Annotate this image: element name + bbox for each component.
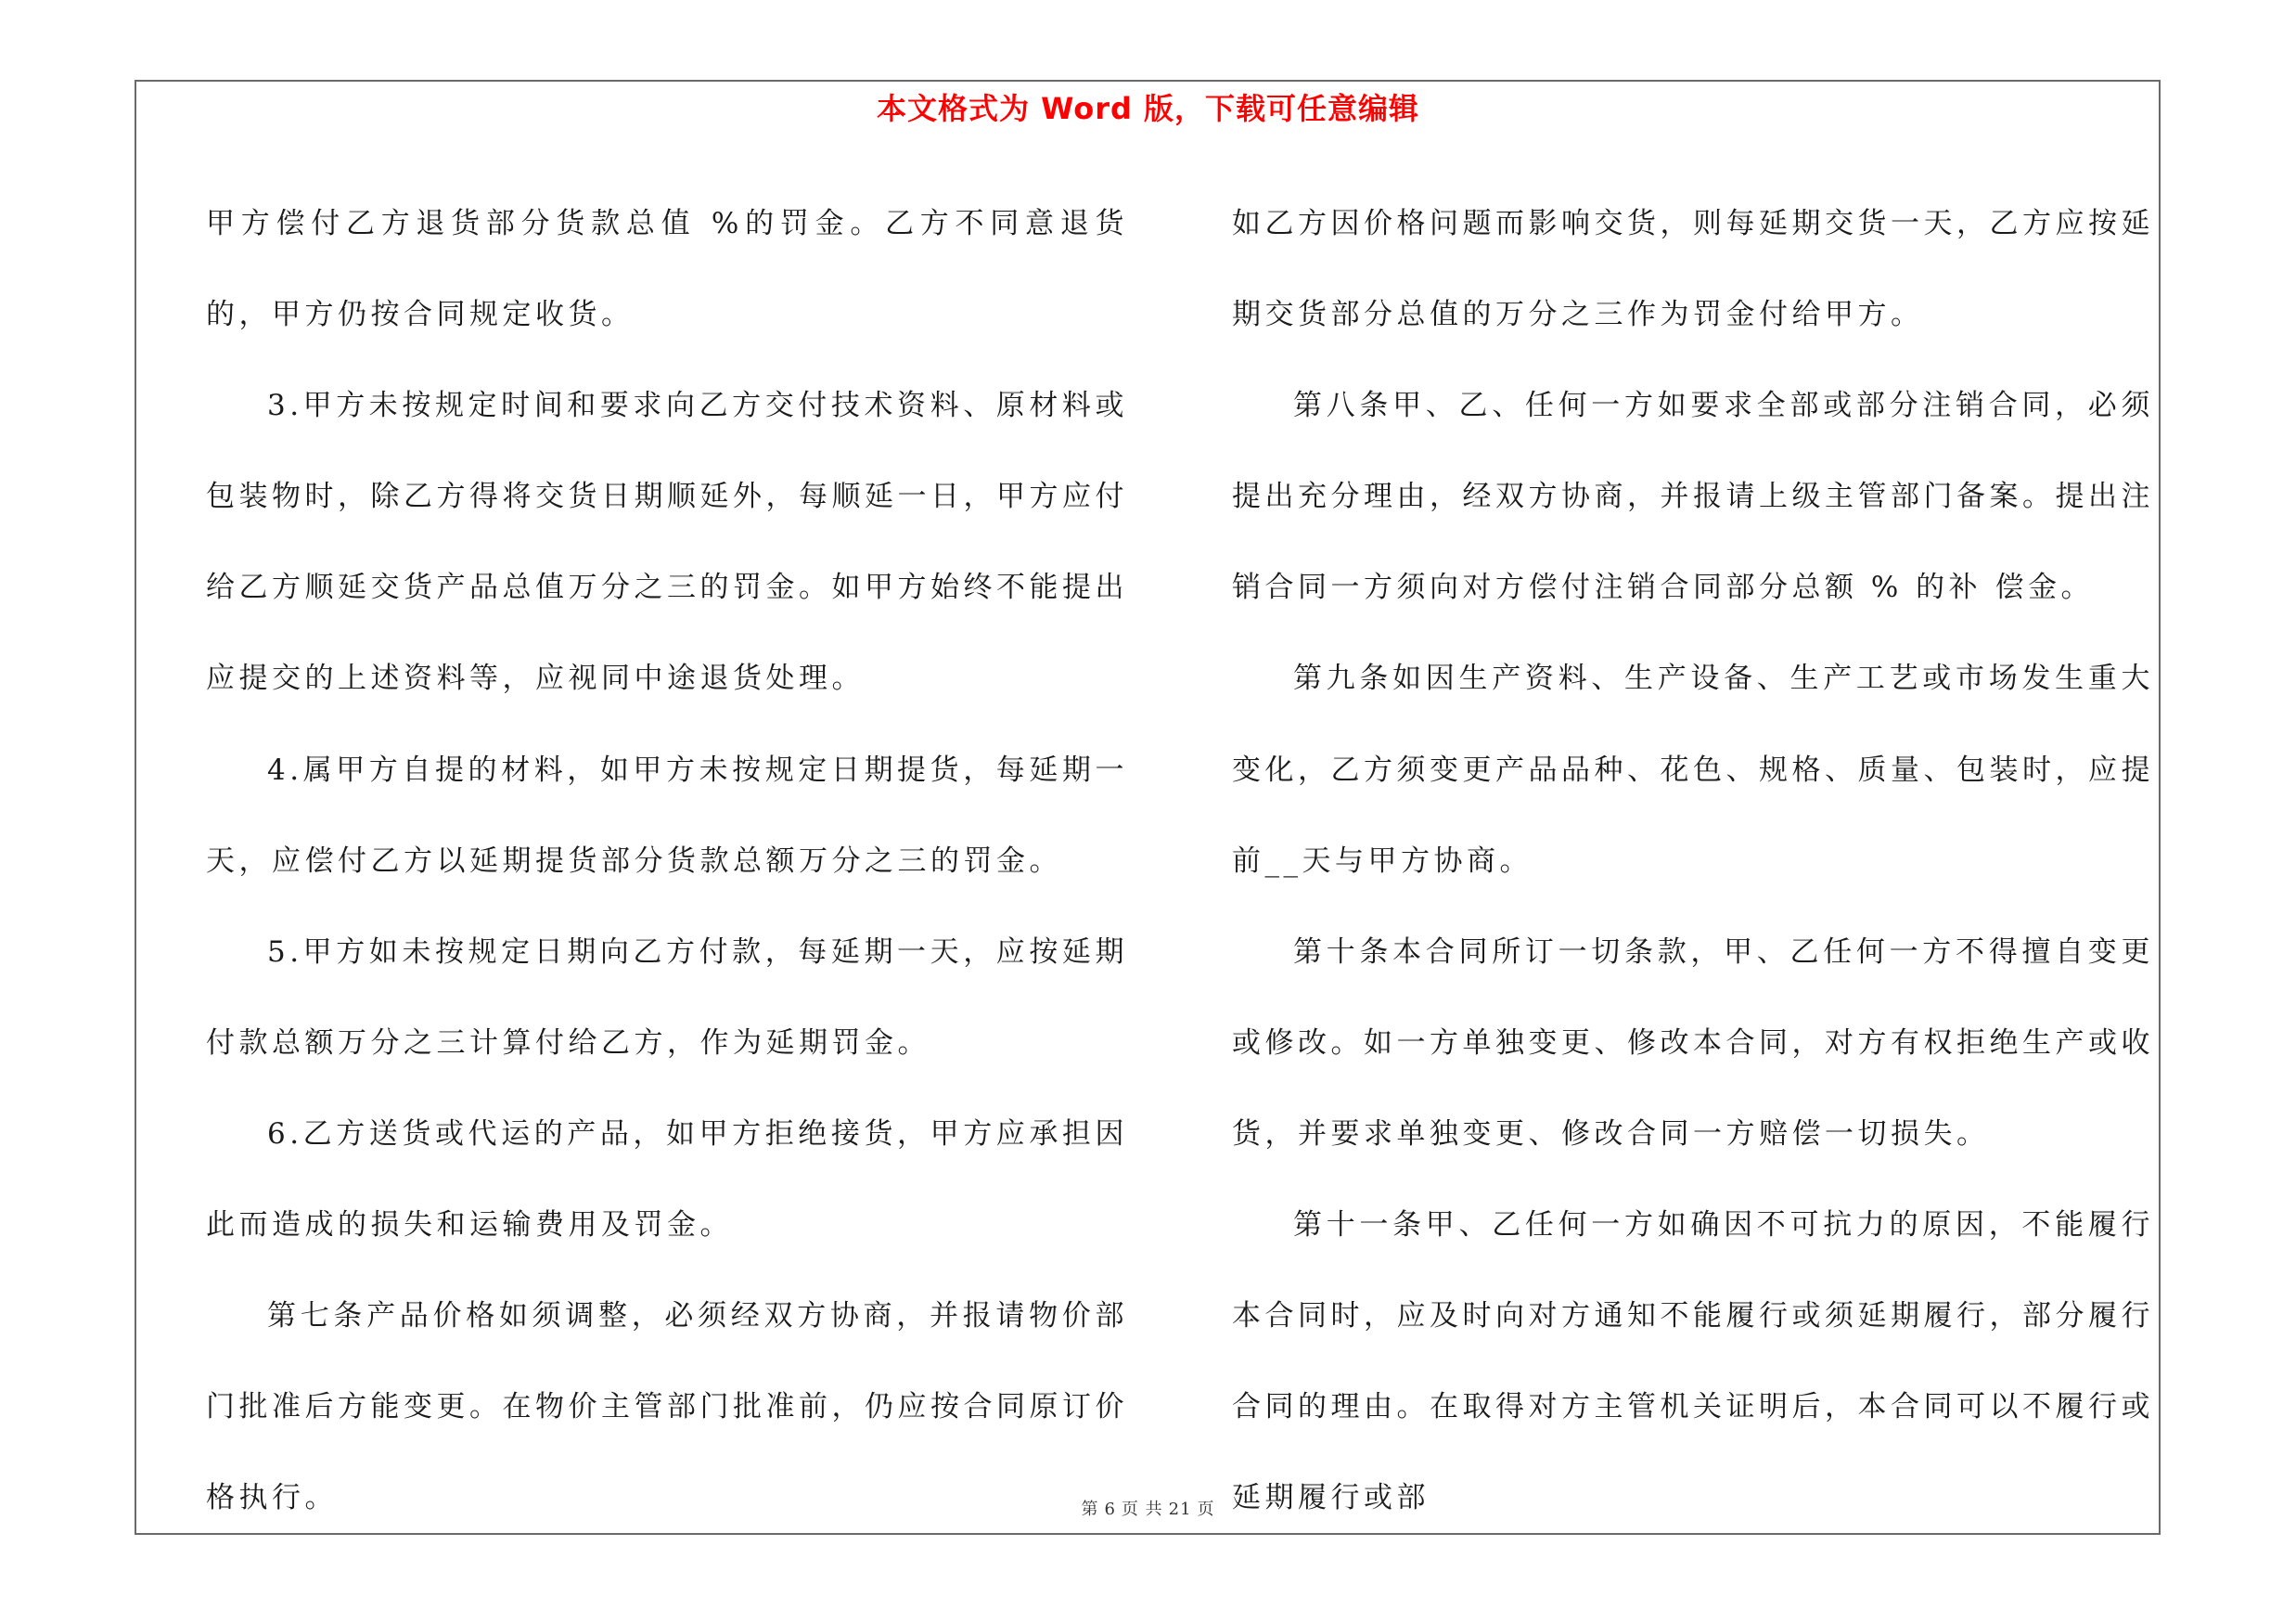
right-column: [1232, 178, 2154, 1543]
footer-prefix: 第: [1081, 1500, 1099, 1519]
paragraph: 4.属甲方自提的材料，如甲方未按规定日期提货，每延期一天，应偿付乙方以延期提货部分货款总额万分之三的罚金。: [206, 753, 1128, 878]
page-number-footer: [0, 1496, 2296, 1520]
left-column: [206, 178, 1128, 1543]
paragraph: 第十一条甲、乙任何一方如确因不可抗力的原因，不能履行本合同时，应及时向对方通知不能履行或须延期履行，部分履行合同的理由。在取得对方主管机关证明后，本合同可以不履行或延期履行或部: [1232, 1208, 2154, 1515]
paragraph: 第十条本合同所订一切条款，甲、乙任何一方不得擅自变更或修改。如一方单独变更、修改本合同，对方有权拒绝生产或收货，并要求单独变更、修改合同一方赔偿一切损失。: [1232, 934, 2154, 1151]
paragraph: 第七条产品价格如须调整，必须经双方协商，并报请物价部门批准后方能变更。在物价主管部门批准前，仍应按合同原订价格执行。: [206, 1299, 1128, 1515]
current-page-number: 6: [1104, 1500, 1116, 1519]
paragraph: 第八条甲、乙、任何一方如要求全部或部分注销合同，必须提出充分理由，经双方协商，并报请上级主管部门备案。提出注销合同一方须向对方偿付注销合同部分总额 % 的补 偿金。: [1232, 389, 2154, 605]
footer-middle: 页 共: [1121, 1500, 1163, 1519]
paragraph: 5.甲方如未按规定日期向乙方付款，每延期一天，应按延期付款总额万分之三计算付给乙方，作为延期罚金。: [206, 934, 1128, 1060]
footer-suffix: 页: [1197, 1500, 1215, 1519]
paragraph: 第九条如因生产资料、生产设备、生产工艺或市场发生重大变化，乙方须变更产品品种、花色、规格、质量、包装时，应提前__天与甲方协商。: [1232, 662, 2154, 878]
paragraph: 如乙方因价格问题而影响交货，则每延期交货一天，乙方应按延期交货部分总值的万分之三作为罚金付给甲方。: [1232, 207, 2154, 332]
paragraph: 3.甲方未按规定时间和要求向乙方交付技术资料、原材料或包装物时，除乙方得将交货日期顺延外，每顺延一日，甲方应付给乙方顺延交货产品总值万分之三的罚金。如甲方始终不能提出应提交的上述资料等，应视同中途退货处理。: [206, 389, 1128, 696]
word-format-banner: 本文格式为 Word 版，下载可任意编辑: [876, 91, 1420, 126]
paragraph: 甲方偿付乙方退货部分货款总值 %的罚金。乙方不同意退货的，甲方仍按合同规定收货。: [206, 207, 1128, 332]
total-page-count: 21: [1168, 1500, 1192, 1519]
paragraph: 6.乙方送货或代运的产品，如甲方拒绝接货，甲方应承担因此而造成的损失和运输费用及罚金。: [206, 1116, 1128, 1243]
